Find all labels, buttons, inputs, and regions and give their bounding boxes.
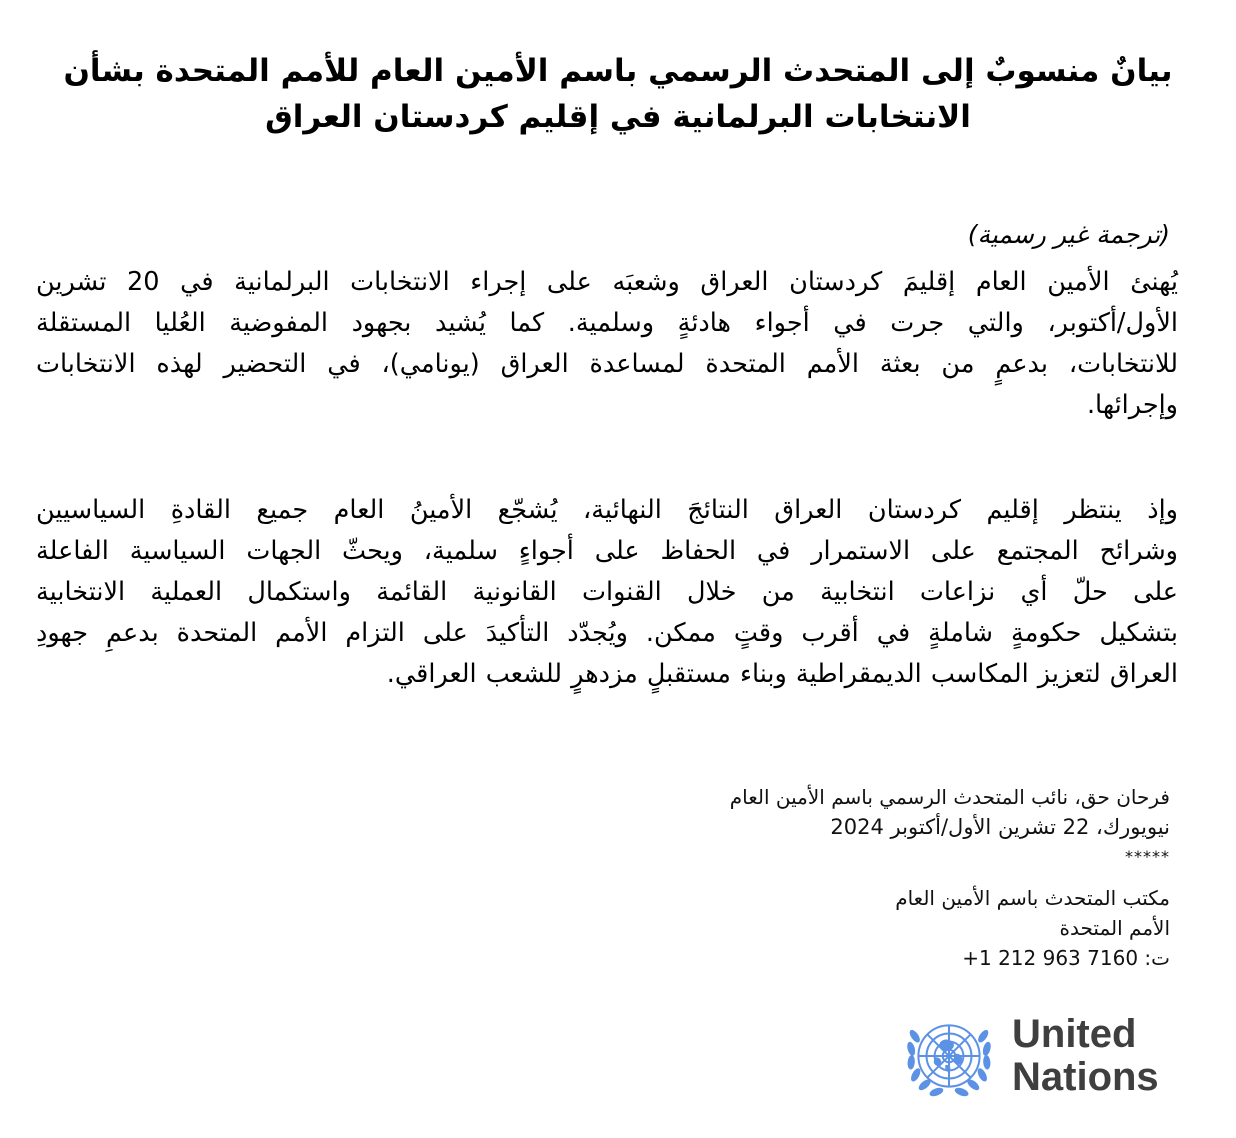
wordmark-nations: Nations <box>1012 1055 1159 1099</box>
paragraph-encouragement <box>36 490 1178 695</box>
paragraph-2-line: بتشكيل حكومةٍ شاملةٍ في أقرب وقتٍ ممكن. ويُجدّد التأكيدَ على التزام الأمم المتحدة بدعمِ جهودِ <box>36 618 1178 648</box>
title-line-1: بيانٌ منسوبٌ إلى المتحدث الرسمي باسم الأمين العام للأمم المتحدة بشأن <box>63 53 1173 89</box>
paragraph-2-line: وشرائح المجتمع على الاستمرار في الحفاظ على أجواءٍ سلمية، ويحثّ الجهات السياسية الفاعلة <box>36 536 1178 566</box>
paragraph-1-line: الأول/أكتوبر، والتي جرت في أجواء هادئةٍ وسلمية. كما يُشيد بجهود المفوضية العُليا المستقلة <box>36 308 1178 338</box>
office-name: مكتب المتحدث باسم الأمين العام <box>895 886 1170 910</box>
paragraph-1-line: للانتخابات، بدعمٍ من بعثة الأمم المتحدة لمساعدة العراق (يونامي)، في التحضير لهذه الانتخابات <box>36 349 1178 379</box>
paragraph-1-line: وإجرائها. <box>1086 390 1178 420</box>
un-emblem-icon <box>904 1011 994 1101</box>
paragraph-2-line: على حلّ أي نزاعات انتخابية من خلال القنوات القانونية القائمة واستكمال العملية الانتخابية <box>36 577 1178 607</box>
paragraph-2-line: العراق لتعزيز المكاسب الديمقراطية وبناء مستقبلٍ مزدهرٍ للشعب العراقي. <box>386 659 1178 689</box>
un-wordmark <box>1012 1013 1159 1099</box>
statement-title <box>60 48 1176 140</box>
paragraph-congratulations <box>36 262 1178 426</box>
title-line-2: الانتخابات البرلمانية في إقليم كردستان العراق <box>265 99 971 135</box>
signature-date: نيويورك، 22 تشرين الأول/أكتوبر 2024 <box>830 815 1170 839</box>
paragraph-1-line: يُهنئ الأمين العام إقليمَ كردستان العراق وشعبَه على إجراء الانتخابات البرلمانية في 20 تشرين <box>36 267 1179 297</box>
wordmark-united: United <box>1012 1012 1137 1056</box>
separator-stars: ***** <box>1125 847 1170 866</box>
phone-number: ت: 7160 963 212 1+ <box>962 946 1170 970</box>
organization-name: الأمم المتحدة <box>1059 916 1170 940</box>
signature-name: فرحان حق، نائب المتحدث الرسمي باسم الأمين العام <box>729 785 1170 809</box>
office-contact <box>895 883 1170 973</box>
un-logo <box>904 1011 1176 1101</box>
paragraph-2-line: وإذ ينتظر إقليم كردستان العراق النتائجَ النهائية، يُشجّع الأمينُ العام جميع القادةِ السياسيين <box>36 495 1178 525</box>
translation-note: (ترجمة غير رسمية) <box>967 220 1170 249</box>
